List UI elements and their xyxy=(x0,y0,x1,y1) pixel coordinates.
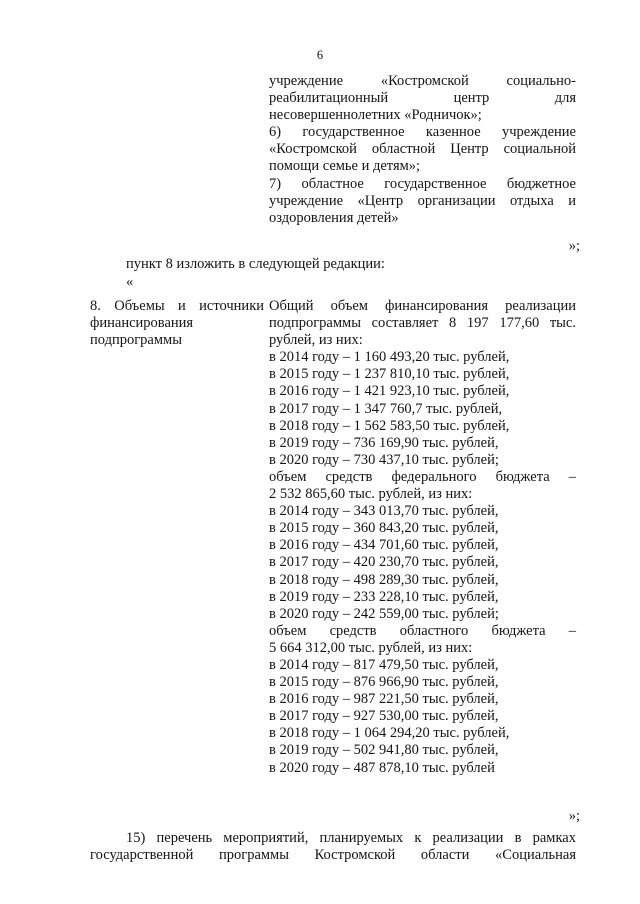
funding-line: в 2015 году – 360 843,20 тыс. рублей, xyxy=(269,520,499,537)
continuation-line: «Костромской областной Центр социальной xyxy=(269,141,576,158)
closing-quote: »; xyxy=(568,238,580,254)
funding-line: в 2016 году – 1 421 923,10 тыс. рублей, xyxy=(269,383,510,400)
continuation-line: несовершеннолетних «Родничок»; xyxy=(269,107,482,124)
funding-line: в 2017 году – 927 530,00 тыс. рублей, xyxy=(269,708,499,725)
funding-line: в 2018 году – 1 562 583,50 тыс. рублей, xyxy=(269,417,510,434)
table-row-content xyxy=(269,298,576,777)
continuation-line: 7) областное государственное бюджетное xyxy=(269,175,576,192)
funding-line: в 2017 году – 1 347 760,7 тыс. рублей, xyxy=(269,400,503,417)
page-number: 6 xyxy=(316,48,324,62)
continuation-line: учреждение «Центр организации отдыха и xyxy=(269,192,576,209)
funding-line: рублей, из них: xyxy=(269,332,363,349)
funding-line: в 2020 году – 730 437,10 тыс. рублей; xyxy=(269,451,499,468)
label-line: 8. Объемы и источники xyxy=(90,298,264,314)
amendment-instruction: пункт 8 изложить в следующей редакции: xyxy=(126,256,385,272)
funding-line: в 2014 году – 1 160 493,20 тыс. рублей, xyxy=(269,349,510,366)
funding-line: в 2015 году – 1 237 810,10 тыс. рублей, xyxy=(269,366,510,383)
funding-line: объем средств областного бюджета – xyxy=(269,622,576,639)
continuation-line: учреждение «Костромской социально- xyxy=(269,73,576,89)
continuation-line: оздоровления детей» xyxy=(269,209,399,226)
funding-line: в 2019 году – 502 941,80 тыс. рублей, xyxy=(269,742,499,759)
continuation-line: 6) государственное казенное учреждение xyxy=(269,124,576,141)
label-line: подпрограммы xyxy=(90,332,182,349)
funding-line: Общий объем финансирования реализации xyxy=(269,298,576,314)
continuation-block xyxy=(269,73,576,227)
paragraph-line: 15) перечень мероприятий, планируемых к реализации в рамках xyxy=(126,830,576,846)
continuation-line: помощи семье и детям»; xyxy=(269,158,421,175)
funding-line: объем средств федерального бюджета – xyxy=(269,468,576,485)
funding-line: в 2014 году – 817 479,50 тыс. рублей, xyxy=(269,656,499,673)
funding-line: в 2019 году – 233 228,10 тыс. рублей, xyxy=(269,588,499,605)
funding-line: в 2020 году – 242 559,00 тыс. рублей; xyxy=(269,605,499,622)
label-line: финансирования xyxy=(90,315,194,332)
funding-line: в 2018 году – 498 289,30 тыс. рублей, xyxy=(269,571,499,588)
funding-line: в 2016 году – 434 701,60 тыс. рублей, xyxy=(269,537,499,554)
funding-line: в 2017 году – 420 230,70 тыс. рублей, xyxy=(269,554,499,571)
continuation-line: реабилитационный центр для xyxy=(269,90,576,107)
funding-line: 2 532 865,60 тыс. рублей, из них: xyxy=(269,486,473,503)
funding-line: подпрограммы составляет 8 197 177,60 тыс. xyxy=(269,315,576,332)
table-row-label xyxy=(90,298,264,349)
funding-line: в 2014 году – 343 013,70 тыс. рублей, xyxy=(269,503,499,520)
closing-quote: »; xyxy=(568,808,580,824)
paragraph-line: государственной программы Костромской области «Социальная xyxy=(90,847,576,864)
funding-line: в 2020 году – 487 878,10 тыс. рублей xyxy=(269,759,495,776)
paragraph-15 xyxy=(90,830,576,864)
funding-line: в 2015 году – 876 966,90 тыс. рублей, xyxy=(269,674,499,691)
funding-line: 5 664 312,00 тыс. рублей, из них: xyxy=(269,639,473,656)
funding-line: в 2016 году – 987 221,50 тыс. рублей, xyxy=(269,691,499,708)
funding-line: в 2019 году – 736 169,90 тыс. рублей, xyxy=(269,434,499,451)
opening-quote: « xyxy=(126,274,134,290)
funding-line: в 2018 году – 1 064 294,20 тыс. рублей, xyxy=(269,725,510,742)
